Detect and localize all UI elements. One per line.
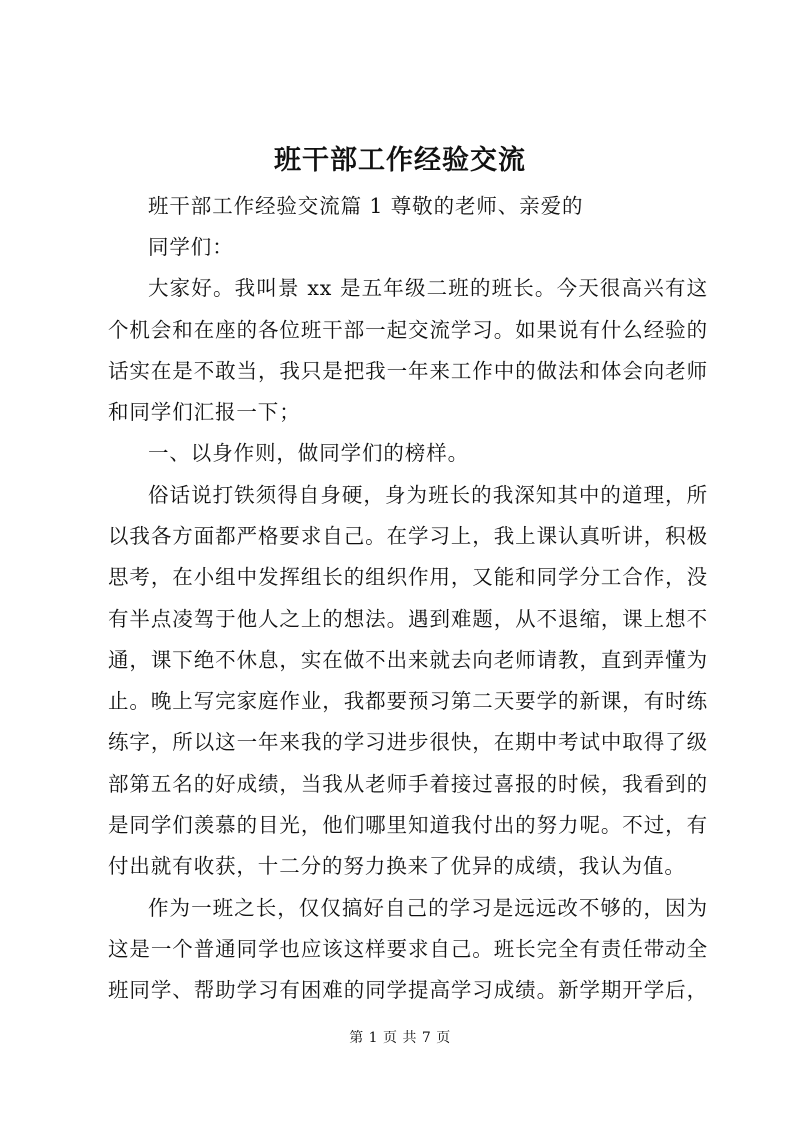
text-line: 有半点凌驾于他人之上的想法。遇到难题，从不退缩，课上想不 — [108, 607, 708, 631]
text-line: 部第五名的好成绩，当我从老师手着接过喜报的时候，我看到的 — [108, 772, 708, 796]
text-line: 止。晚上写完家庭作业，我都要预习第二天要学的新课，有时练 — [108, 689, 708, 713]
text-line: 俗话说打铁须得自身硬，身为班长的我深知其中的道理，所 — [148, 483, 708, 507]
text-line: 通，课下绝不休息，实在做不出来就去向老师请教，直到弄懂为 — [108, 648, 708, 672]
text-line: 是同学们羡慕的目光，他们哪里知道我付出的努力呢。不过，有 — [108, 813, 708, 837]
section-heading: 一、以身作则，做同学们的榜样。 — [148, 441, 469, 465]
text-line: 练字，所以这一年来我的学习进步很快，在期中考试中取得了级 — [108, 730, 708, 754]
text-line: 个机会和在座的各位班干部一起交流学习。如果说有什么经验的 — [108, 318, 708, 342]
text-line: 班同学、帮助学习有困难的同学提高学习成绩。新学期开学后， — [108, 978, 708, 1002]
document-title: 班干部工作经验交流 — [274, 145, 526, 176]
text-line: 和同学们汇报一下； — [108, 400, 301, 424]
text-line: 同学们： — [148, 235, 234, 259]
text-line: 作为一班之长，仅仅搞好自己的学习是远远改不够的，因为 — [148, 896, 708, 920]
text-line: 大家好。我叫景 xx 是五年级二班的班长。今天很高兴有这 — [148, 276, 708, 300]
page-number-footer: 第 1 页 共 7 页 — [349, 1030, 451, 1046]
text-line: 这是一个普通同学也应该这样要求自己。班长完全有责任带动全 — [108, 937, 708, 961]
text-line: 话实在是不敢当，我只是把我一年来工作中的做法和体会向老师 — [108, 359, 708, 383]
text-line: 思考，在小组中发挥组长的组织作用，又能和同学分工合作，没 — [108, 565, 708, 589]
text-line: 以我各方面都严格要求自己。在学习上，我上课认真听讲，积极 — [108, 524, 708, 548]
text-line: 班干部工作经验交流篇 1 尊敬的老师、亲爱的 — [148, 194, 584, 218]
text-line: 付出就有收获，十二分的努力换来了优异的成绩，我认为值。 — [108, 854, 686, 878]
